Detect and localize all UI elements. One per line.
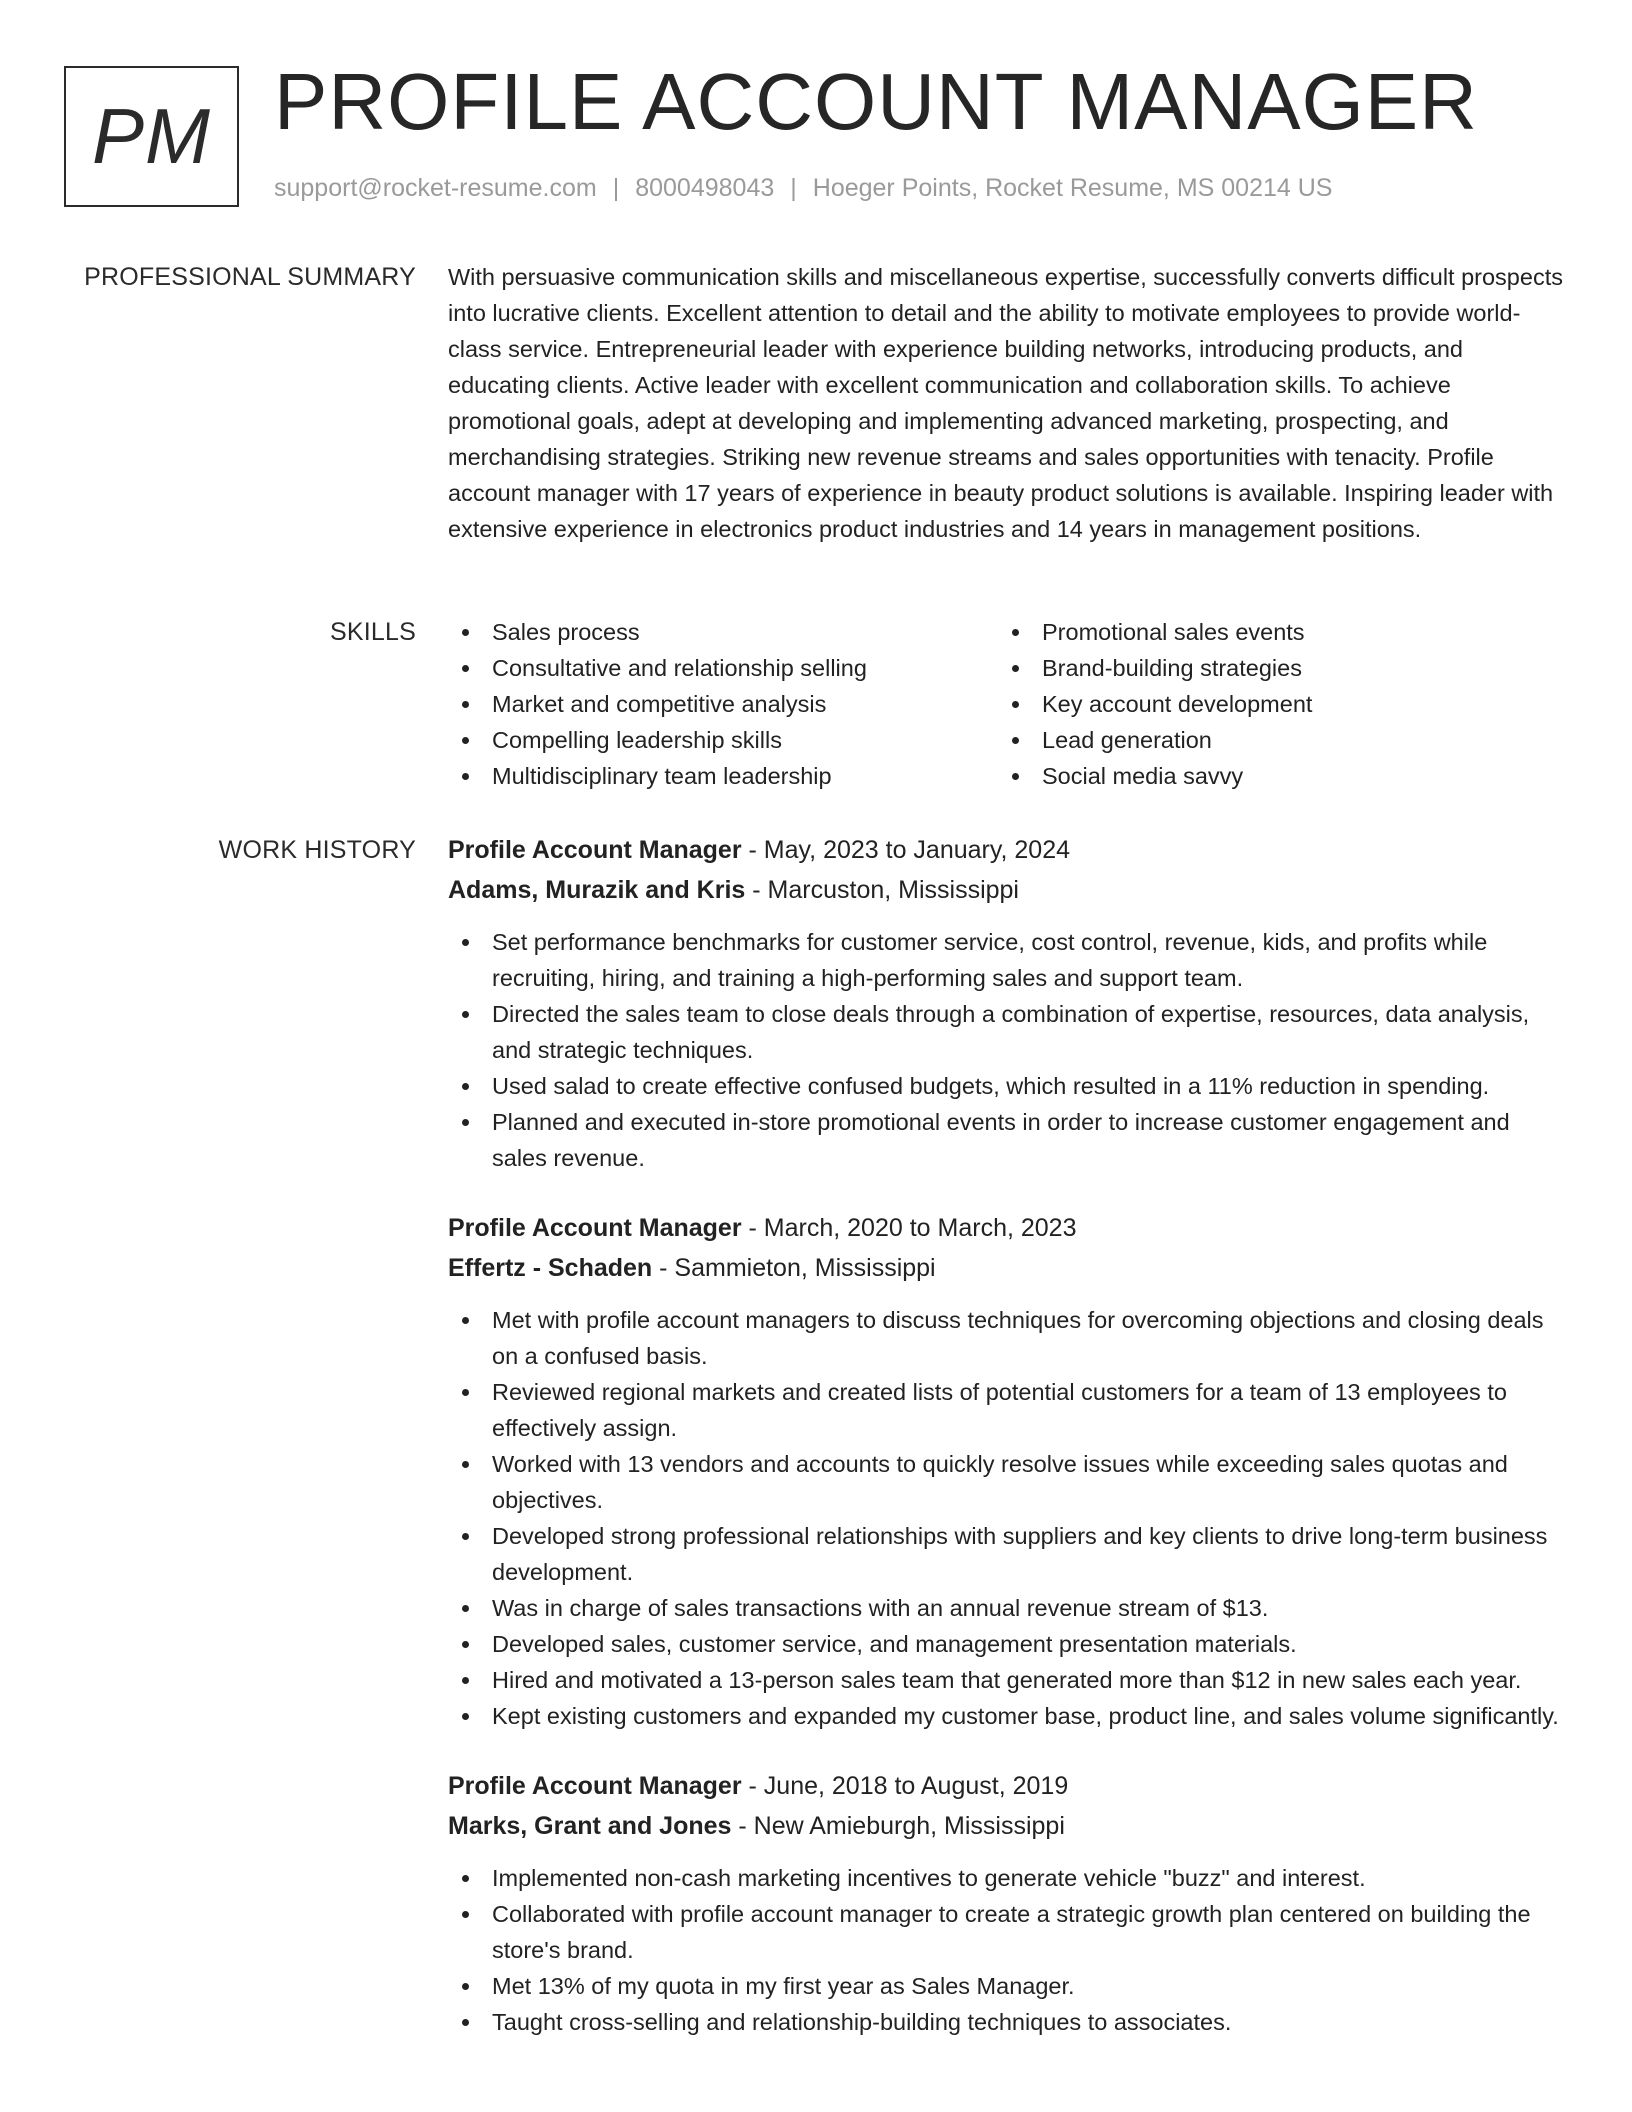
skills-list-right: [998, 614, 1548, 794]
summary-body: [448, 259, 1568, 547]
skills-list-left: [448, 614, 998, 794]
job-location: - Marcuston, Mississippi: [752, 876, 1019, 904]
job-bullet: Developed sales, customer service, and management presentation materials.: [448, 1626, 1568, 1662]
job-bullet: Set performance benchmarks for customer service, cost control, revenue, kids, and profits while recruiting, hiring, and training a high-performing sales and support team.: [448, 924, 1568, 996]
job-bullets: [448, 1860, 1568, 2040]
job-entry: [448, 1208, 1568, 1734]
contact-address: Hoeger Points, Rocket Resume, MS 00214 US: [812, 174, 1333, 202]
job-bullet: Collaborated with profile account manager to create a strategic growth plan centered on building the store's brand.: [448, 1896, 1568, 1968]
work-body: [448, 830, 1568, 2072]
monogram: PM: [64, 66, 239, 207]
job-bullets: [448, 924, 1568, 1176]
job-entry: [448, 1766, 1568, 2040]
skill-item: Multidisciplinary team leadership: [448, 758, 998, 794]
job-bullets: [448, 1302, 1568, 1734]
job-bullet: Met with profile account managers to discuss techniques for overcoming objections and closing deals on a confused basis.: [448, 1302, 1568, 1374]
skill-item: Promotional sales events: [998, 614, 1548, 650]
contact-phone: 8000498043: [635, 174, 775, 202]
skill-item: Brand-building strategies: [998, 650, 1548, 686]
job-bullet: Met 13% of my quota in my first year as Sales Manager.: [448, 1968, 1568, 2004]
job-bullet: Kept existing customers and expanded my customer base, product line, and sales volume significantly.: [448, 1698, 1568, 1734]
job-title-line: [448, 830, 1568, 870]
job-location: - Sammieton, Mississippi: [659, 1254, 936, 1282]
skill-item: Consultative and relationship selling: [448, 650, 998, 686]
skill-item: Lead generation: [998, 722, 1548, 758]
section-label-work: WORK HISTORY: [218, 836, 416, 864]
job-bullet: Used salad to create effective confused budgets, which resulted in a 11% reduction in spending.: [448, 1068, 1568, 1104]
job-bullet: Planned and executed in-store promotional events in order to increase customer engagement and sales revenue.: [448, 1104, 1568, 1176]
separator: |: [612, 174, 620, 202]
section-label-summary: PROFESSIONAL SUMMARY: [84, 263, 416, 291]
job-location: - New Amieburgh, Mississippi: [738, 1812, 1065, 1840]
job-bullet: Developed strong professional relationships with suppliers and key clients to drive long-term business development.: [448, 1518, 1568, 1590]
job-bullet: Reviewed regional markets and created lists of potential customers for a team of 13 employees to effectively assign.: [448, 1374, 1568, 1446]
skill-item: Social media savvy: [998, 758, 1548, 794]
contact-line: [274, 174, 1332, 203]
job-bullet: Implemented non-cash marketing incentives to generate vehicle "buzz" and interest.: [448, 1860, 1568, 1896]
contact-email: support@rocket-resume.com: [274, 174, 597, 202]
job-dates: - June, 2018 to August, 2019: [748, 1772, 1069, 1800]
skill-item: Sales process: [448, 614, 998, 650]
skills-body: [448, 614, 1568, 794]
job-bullet: Directed the sales team to close deals through a combination of expertise, resources, data analysis, and strategic techniques.: [448, 996, 1568, 1068]
job-company-line: [448, 1806, 1568, 1846]
summary-text: With persuasive communication skills and miscellaneous expertise, successfully converts difficult prospects into lucrative clients. Excellent attention to detail and the ability to motivate employees to provide world-class service. Entrepreneurial leader with experience building networks, introducing products, and educating clients. Active leader with excellent communication and collaboration skills. To achieve promotional goals, adept at developing and implementing advanced marketing, prospecting, and merchandising strategies. Striking new revenue streams and sales opportunities with tenacity. Profile account manager with 17 years of experience in beauty product solutions is available. Inspiring leader with extensive experience in electronics product industries and 14 years in management positions.: [448, 264, 1563, 542]
job-dates: - March, 2020 to March, 2023: [748, 1214, 1077, 1242]
job-company-line: [448, 870, 1568, 910]
job-title: Profile Account Manager: [448, 1214, 742, 1242]
job-title-line: [448, 1208, 1568, 1248]
skill-item: Compelling leadership skills: [448, 722, 998, 758]
section-label-skills: SKILLS: [330, 618, 416, 646]
skill-item: Key account development: [998, 686, 1548, 722]
job-dates: - May, 2023 to January, 2024: [748, 836, 1071, 864]
job-entry: [448, 830, 1568, 1176]
job-company: Marks, Grant and Jones: [448, 1812, 732, 1840]
job-bullet: Was in charge of sales transactions with an annual revenue stream of $13.: [448, 1590, 1568, 1626]
job-bullet: Taught cross-selling and relationship-building techniques to associates.: [448, 2004, 1568, 2040]
job-bullet: Worked with 13 vendors and accounts to quickly resolve issues while exceeding sales quotas and objectives.: [448, 1446, 1568, 1518]
job-company: Effertz - Schaden: [448, 1254, 653, 1282]
job-bullet: Hired and motivated a 13-person sales team that generated more than $12 in new sales each year.: [448, 1662, 1568, 1698]
job-title-line: [448, 1766, 1568, 1806]
skill-item: Market and competitive analysis: [448, 686, 998, 722]
separator: |: [790, 174, 797, 202]
resume-title: PROFILE ACCOUNT MANAGER: [274, 57, 1478, 146]
job-title: Profile Account Manager: [448, 836, 742, 864]
job-company: Adams, Murazik and Kris: [448, 876, 746, 904]
job-company-line: [448, 1248, 1568, 1288]
job-title: Profile Account Manager: [448, 1772, 742, 1800]
